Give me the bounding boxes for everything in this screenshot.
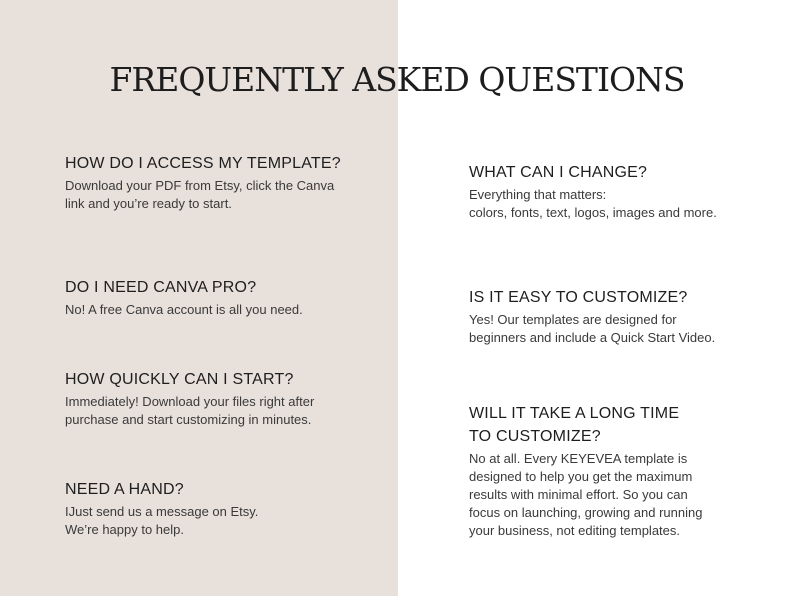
faq-item-need-a-hand [65, 478, 385, 539]
faq-question: HOW QUICKLY CAN I START? [65, 371, 294, 388]
faq-answer: No! A free Canva account is all you need. [65, 302, 303, 317]
faq-question: DO I NEED CANVA PRO? [65, 279, 257, 296]
faq-question: WILL IT TAKE A LONG TIME TO CUSTOMIZE? [469, 405, 680, 445]
faq-question: HOW DO I ACCESS MY TEMPLATE? [65, 155, 341, 172]
faq-answer: No at all. Every KEYEVEA template is designed to help you get the maximum results with minimal effort. So you can focus on launching, growing and running your business, not editing templates. [469, 451, 703, 538]
faq-answer: Yes! Our templates are designed for beginners and include a Quick Start Video. [469, 312, 716, 345]
faq-item-long-time [469, 402, 769, 540]
page-title: FREQUENTLY ASKED QUESTIONS [109, 60, 685, 99]
faq-question: NEED A HAND? [65, 481, 184, 498]
faq-item-how-quickly [65, 368, 385, 429]
faq-item-easy-to-customize [469, 286, 769, 347]
faq-item-canva-pro [65, 276, 385, 319]
faq-item-access-template [65, 152, 385, 213]
faq-answer: Immediately! Download your files right after purchase and start customizing in minutes. [65, 394, 315, 427]
faq-item-what-can-change [469, 161, 769, 222]
faq-answer: IJust send us a message on Etsy. We’re happy to help. [65, 504, 259, 537]
faq-question: WHAT CAN I CHANGE? [469, 164, 648, 181]
faq-answer: Everything that matters: colors, fonts, text, logos, images and more. [469, 187, 717, 220]
faq-answer: Download your PDF from Etsy, click the Canva link and you’re ready to start. [65, 178, 335, 211]
faq-question: IS IT EASY TO CUSTOMIZE? [469, 289, 688, 306]
